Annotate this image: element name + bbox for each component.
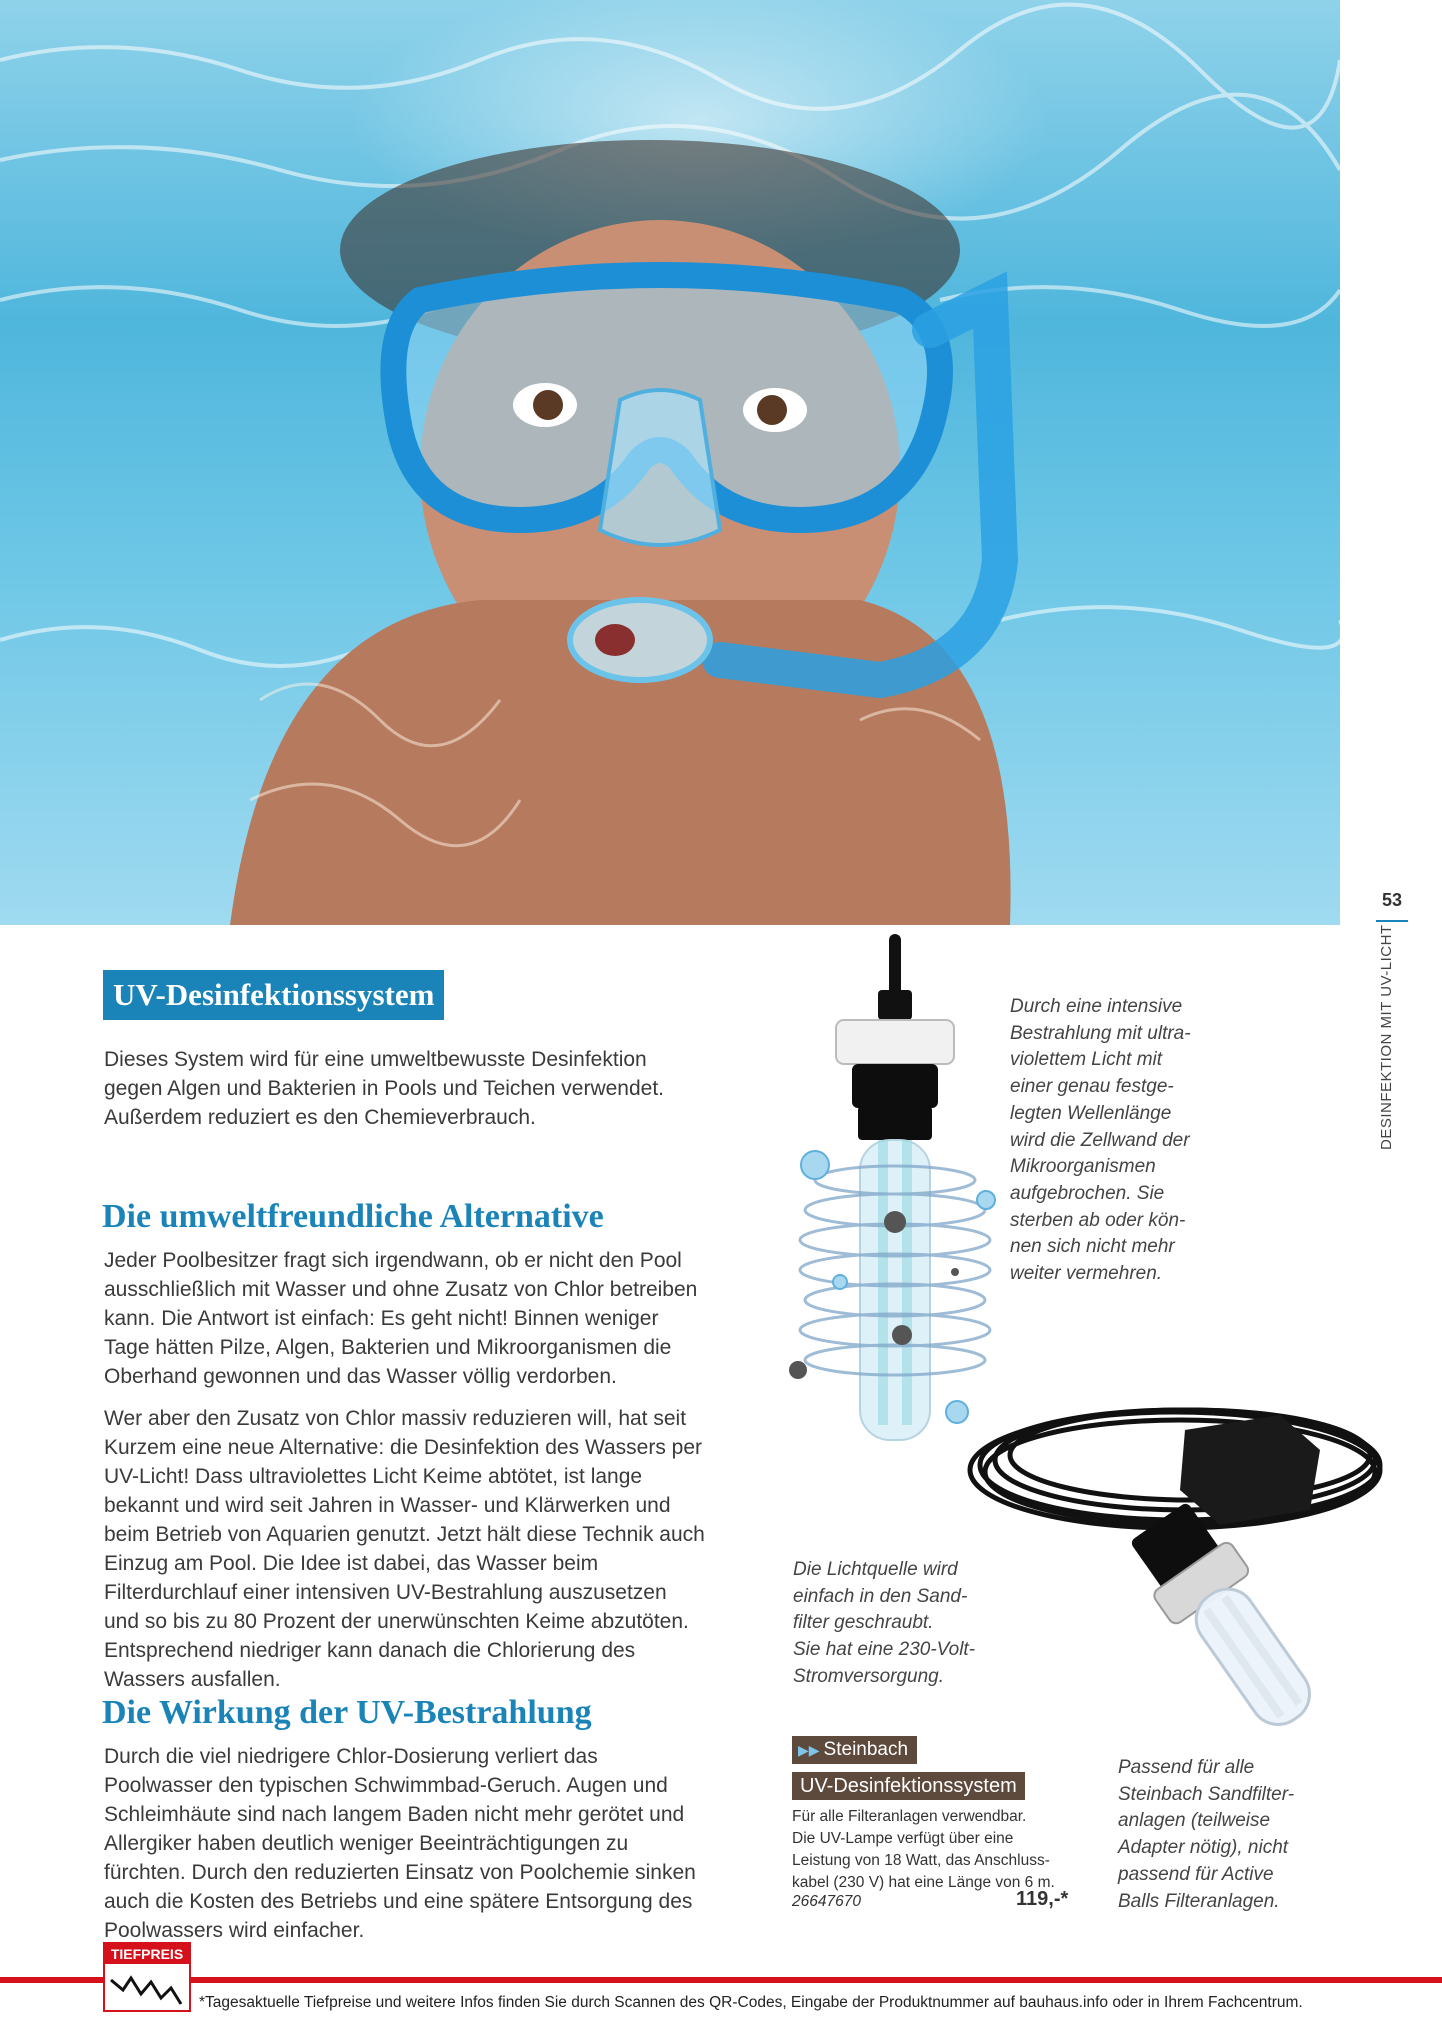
- footer-note: *Tagesaktuelle Tiefpreise und weitere Infos finden Sie durch Scannen des QR-Codes, Eingabe der Produktnummer auf bauhaus.info oder in Ihrem Fachcentrum.: [199, 1994, 1303, 2011]
- hero-photo: [0, 0, 1340, 925]
- description-line: kabel (230 V) hat eine Länge von 6 m.: [792, 1874, 1055, 1891]
- caption-line: Adapter nötig), nicht: [1118, 1837, 1289, 1859]
- product-name-label: UV-Desinfektionssystem: [792, 1772, 1025, 1800]
- caption-line: Balls Filteranlagen.: [1118, 1890, 1280, 1912]
- uv-lamp-product-photo: [950, 1360, 1410, 1760]
- product-description: [792, 1806, 1082, 1894]
- article-number: 26647670: [792, 1893, 861, 1910]
- caption-line: wird die Zellwand der: [1010, 1129, 1190, 1151]
- description-line: Die UV-Lampe verfügt über eine: [792, 1830, 1014, 1847]
- caption-line: einer genau festge-: [1010, 1076, 1174, 1098]
- section-heading-effect: Die Wirkung der UV-Bestrahlung: [102, 1694, 592, 1731]
- page-number: 53: [1381, 890, 1403, 910]
- caption-line: violettem Licht mit: [1010, 1049, 1163, 1071]
- caption-line: Die Lichtquelle wird: [793, 1559, 958, 1580]
- caption-compatibility: [1118, 1755, 1294, 1915]
- caption-line: einfach in den Sand-: [793, 1585, 968, 1607]
- caption-line: Passend für alle: [1118, 1757, 1255, 1778]
- caption-uv-effect: [1010, 994, 1191, 1288]
- caption-line: Steinbach Sandfilter-: [1118, 1783, 1295, 1805]
- paragraph-effect: Durch die viel niedrigere Chlor-Dosierung verliert das Poolwasser den typischen Schwimmbad-Geruch. Augen und Schleimhäute sind nach langem Baden nicht mehr gerötet und Allergiker haben deutlich weniger Beeinträchtigungen zu fürchten. Durch den reduzierten Einsatz von Poolchemie sinken auch die Kosten des Betriebs und eine spätere Entsorgung des Poolwassers wird einfacher.: [104, 1745, 696, 1942]
- caption-line: Mikroorganismen: [1010, 1156, 1156, 1178]
- tiefpreis-badge-label: TIEFPREIS: [105, 1944, 189, 1964]
- caption-line: aufgebrochen. Sie: [1010, 1182, 1165, 1204]
- paragraph-alternative-2: Wer aber den Zusatz von Chlor massiv reduzieren will, hat seit Kurzem eine neue Alternative: die Desinfektion des Wassers per UV-Licht! Dass ultraviolettes Licht Keime abtötet, ist lange bekannt und wird seit Jahren in Wasser- und Klärwerken und beim Betrieb von Aquarien genutzt. Jetzt hält diese Technik auch Einzug am Pool. Die Idee ist dabei, das Wasser beim Filterdurchlauf einer intensiven UV-Bestrahlung auszusetzen und so bis zu 80 Prozent der unerwünschten Keime abzutöten. Entsprechend niedriger kann danach die Chlorierung des Wassers ausfallen.: [104, 1407, 705, 1691]
- caption-line: Sie hat eine 230-Volt-: [793, 1639, 976, 1661]
- caption-line: passend für Active: [1118, 1863, 1274, 1885]
- caption-line: sterben ab oder kön-: [1010, 1209, 1186, 1231]
- product-price: 119,-*: [1016, 1888, 1069, 1910]
- description-line: Für alle Filteranlagen verwendbar.: [792, 1808, 1027, 1825]
- intro-paragraph: Dieses System wird für eine umweltbewusste Desinfektion gegen Algen und Bakterien in Pools und Teichen verwendet. Außerdem reduziert es den Chemieverbrauch.: [104, 1048, 665, 1129]
- caption-line: filter geschraubt.: [793, 1612, 934, 1634]
- page-title: UV-Desinfektionssystem: [103, 970, 444, 1020]
- caption-line: Stromversorgung.: [793, 1665, 945, 1687]
- section-tab-label: DESINFEKTION MIT UV-LICHT: [1378, 924, 1395, 1150]
- brand-label: [792, 1736, 917, 1764]
- section-tab: [1378, 924, 1402, 1150]
- description-line: Leistung von 18 Watt, das Anschluss-: [792, 1852, 1050, 1869]
- double-chevron-icon: ▶▶: [798, 1742, 820, 1758]
- caption-line: Durch eine intensive: [1010, 996, 1183, 1017]
- snorkel-child-illustration: [0, 0, 1340, 925]
- caption-line: legten Wellenlänge: [1010, 1102, 1172, 1124]
- caption-line: nen sich nicht mehr: [1010, 1236, 1175, 1258]
- caption-line: anlagen (teilweise: [1118, 1810, 1271, 1832]
- brand-name: Steinbach: [823, 1739, 909, 1760]
- paragraph-alternative-1: Jeder Poolbesitzer fragt sich irgendwann, ob er nicht den Pool ausschließlich mit Wasser und ohne Zusatz von Chlor betreiben kann. Die Antwort ist einfach: Es geht nicht! Binnen weniger Tage hätten Pilze, Algen, Bakterien und Mikroorganismen die Oberhand gewonnen und das Wasser völlig verdorben.: [104, 1249, 698, 1388]
- page-number-rule: [1376, 920, 1408, 922]
- caption-line: weiter vermehren.: [1010, 1263, 1163, 1285]
- footer-rule: [0, 1977, 1442, 1983]
- section-heading-alternative: Die umweltfreundliche Alternative: [102, 1198, 604, 1235]
- caption-line: Bestrahlung mit ultra-: [1010, 1022, 1191, 1044]
- price-drop-chart-icon: [109, 1970, 185, 2008]
- tiefpreis-badge: [103, 1942, 191, 2012]
- caption-light-source: [793, 1557, 975, 1691]
